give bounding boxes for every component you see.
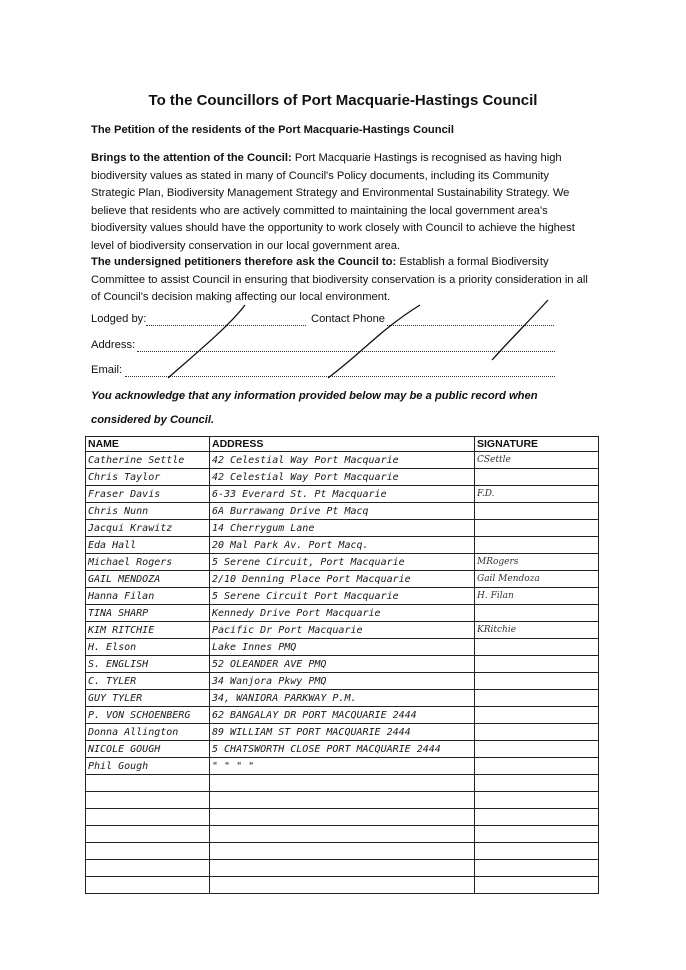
name-cell <box>86 775 210 792</box>
name-cell <box>86 792 210 809</box>
address-cell: 34, WANIORA PARKWAY P.M. <box>210 690 475 707</box>
signature-cell <box>475 520 599 537</box>
name-cell <box>86 877 210 894</box>
table-row <box>86 554 599 571</box>
name-cell: Jacqui Krawitz <box>86 520 210 537</box>
address-cell: Pacific Dr Port Macquarie <box>210 622 475 639</box>
name-cell: Chris Taylor <box>86 469 210 486</box>
address-cell: Lake Innes PMQ <box>210 639 475 656</box>
address-cell: 62 BANGALAY DR PORT MACQUARIE 2444 <box>210 707 475 724</box>
name-cell: Phil Gough <box>86 758 210 775</box>
table-header-row <box>86 437 599 452</box>
signature-cell: MRogers <box>475 554 599 571</box>
strike-line-middle <box>328 305 420 378</box>
address-cell: 2/10 Denning Place Port Macquarie <box>210 571 475 588</box>
header-address: ADDRESS <box>210 437 475 452</box>
address-cell: 5 Serene Circuit, Port Macquarie <box>210 554 475 571</box>
name-cell: KIM RITCHIE <box>86 622 210 639</box>
address-cell <box>210 826 475 843</box>
signature-cell <box>475 656 599 673</box>
table-row <box>86 486 599 503</box>
signature-cell <box>475 843 599 860</box>
table-row <box>86 452 599 469</box>
signature-table <box>85 436 599 894</box>
address-cell <box>210 877 475 894</box>
address-cell <box>210 860 475 877</box>
name-cell <box>86 809 210 826</box>
name-cell <box>86 843 210 860</box>
address-cell: 14 Cherrygum Lane <box>210 520 475 537</box>
table-row <box>86 843 599 860</box>
address-cell: 6-33 Everard St. Pt Macquarie <box>210 486 475 503</box>
signature-cell <box>475 537 599 554</box>
name-cell: Catherine Settle <box>86 452 210 469</box>
table-row <box>86 826 599 843</box>
name-cell: Donna Allington <box>86 724 210 741</box>
address-cell: " " " " <box>210 758 475 775</box>
header-signature: SIGNATURE <box>475 437 599 452</box>
table-row <box>86 656 599 673</box>
request-heading: The undersigned petitioners therefore ask the Council to: <box>91 256 397 268</box>
table-row <box>86 639 599 656</box>
table-row <box>86 588 599 605</box>
petition-subtitle: The Petition of the residents of the Port Macquarie-Hastings Council <box>91 124 455 136</box>
address-cell: 5 CHATSWORTH CLOSE PORT MACQUARIE 2444 <box>210 741 475 758</box>
table-row <box>86 690 599 707</box>
signature-cell <box>475 877 599 894</box>
address-cell: 20 Mal Park Av. Port Macq. <box>210 537 475 554</box>
name-cell: NICOLE GOUGH <box>86 741 210 758</box>
address-cell: 5 Serene Circuit Port Macquarie <box>210 588 475 605</box>
name-cell: H. Elson <box>86 639 210 656</box>
strike-line-right <box>492 300 548 360</box>
contact-phone-label: Contact Phone <box>311 313 386 325</box>
name-cell <box>86 860 210 877</box>
table-row <box>86 622 599 639</box>
name-cell: GAIL MENDOZA <box>86 571 210 588</box>
address-cell: 34 Wanjora Pkwy PMQ <box>210 673 475 690</box>
table-row <box>86 537 599 554</box>
table-row <box>86 605 599 622</box>
table-row <box>86 877 599 894</box>
table-row <box>86 724 599 741</box>
name-cell: Fraser Davis <box>86 486 210 503</box>
address-cell: Kennedy Drive Port Macquarie <box>210 605 475 622</box>
signature-cell <box>475 690 599 707</box>
table-row <box>86 673 599 690</box>
signature-cell <box>475 775 599 792</box>
signature-cell <box>475 673 599 690</box>
table-row <box>86 758 599 775</box>
name-cell <box>86 826 210 843</box>
name-cell: Eda Hall <box>86 537 210 554</box>
address-cell: 42 Celestial Way Port Macquarie <box>210 469 475 486</box>
signature-cell <box>475 860 599 877</box>
signature-cell <box>475 741 599 758</box>
name-cell: C. TYLER <box>86 673 210 690</box>
signature-cell <box>475 639 599 656</box>
address-cell: 52 OLEANDER AVE PMQ <box>210 656 475 673</box>
request-text: Establish a formal Biodiversity Committee to assist Council in ensuring that biodiversity conservation is a priority consideration in all of Council's decision making affecting our local environment. <box>91 256 588 303</box>
address-cell <box>210 792 475 809</box>
notice-line-1: You acknowledge that any information provided below may be a public record when <box>91 390 538 402</box>
signature-cell <box>475 826 599 843</box>
table-row <box>86 503 599 520</box>
table-row <box>86 571 599 588</box>
signature-cell <box>475 605 599 622</box>
address-cell: 42 Celestial Way Port Macquarie <box>210 452 475 469</box>
email-label: Email: <box>91 364 123 376</box>
table-row <box>86 860 599 877</box>
table-row <box>86 741 599 758</box>
signature-cell <box>475 503 599 520</box>
attention-heading: Brings to the attention of the Council: <box>91 152 292 164</box>
signature-cell <box>475 809 599 826</box>
address-cell <box>210 809 475 826</box>
signature-cell <box>475 758 599 775</box>
strike-line-left <box>168 305 245 378</box>
address-cell: 89 WILLIAM ST PORT MACQUARIE 2444 <box>210 724 475 741</box>
address-label: Address: <box>91 339 136 351</box>
address-cell <box>210 843 475 860</box>
table-row <box>86 809 599 826</box>
signature-cell <box>475 792 599 809</box>
signature-cell: KRitchie <box>475 622 599 639</box>
notice-line-2: considered by Council. <box>91 414 215 426</box>
table-row <box>86 469 599 486</box>
signature-cell <box>475 469 599 486</box>
name-cell: Michael Rogers <box>86 554 210 571</box>
table-row <box>86 792 599 809</box>
signature-cell: CSettle <box>475 452 599 469</box>
address-cell: 6A Burrawang Drive Pt Macq <box>210 503 475 520</box>
name-cell: S. ENGLISH <box>86 656 210 673</box>
name-cell: TINA SHARP <box>86 605 210 622</box>
petition-title: To the Councillors of Port Macquarie-Hastings Council <box>148 92 538 109</box>
name-cell: Hanna Filan <box>86 588 210 605</box>
signature-cell <box>475 707 599 724</box>
name-cell: P. VON SCHOENBERG <box>86 707 210 724</box>
name-cell: Chris Nunn <box>86 503 210 520</box>
signature-cell <box>475 724 599 741</box>
name-cell: GUY TYLER <box>86 690 210 707</box>
attention-text: Port Macquarie Hastings is recognised as having high biodiversity values as stated in many of Council's Policy documents, including its Community Strategic Plan, Biodiversity Management Strategy and Environmental Sustainability Strategy. We believe that residents who are actively committed to maintaining the local government area's biodiversity values should have the opportunity to work closely with Council to achieve the highest level of biodiversity conservation in our local government area. <box>91 152 575 252</box>
table-row <box>86 775 599 792</box>
signature-cell: Gail Mendoza <box>475 571 599 588</box>
header-name: NAME <box>86 437 210 452</box>
signature-cell: H. Filan <box>475 588 599 605</box>
table-row <box>86 707 599 724</box>
signature-cell: F.D. <box>475 486 599 503</box>
lodged-by-label: Lodged by: <box>91 313 147 325</box>
table-row <box>86 520 599 537</box>
address-cell <box>210 775 475 792</box>
table-body <box>86 452 599 894</box>
